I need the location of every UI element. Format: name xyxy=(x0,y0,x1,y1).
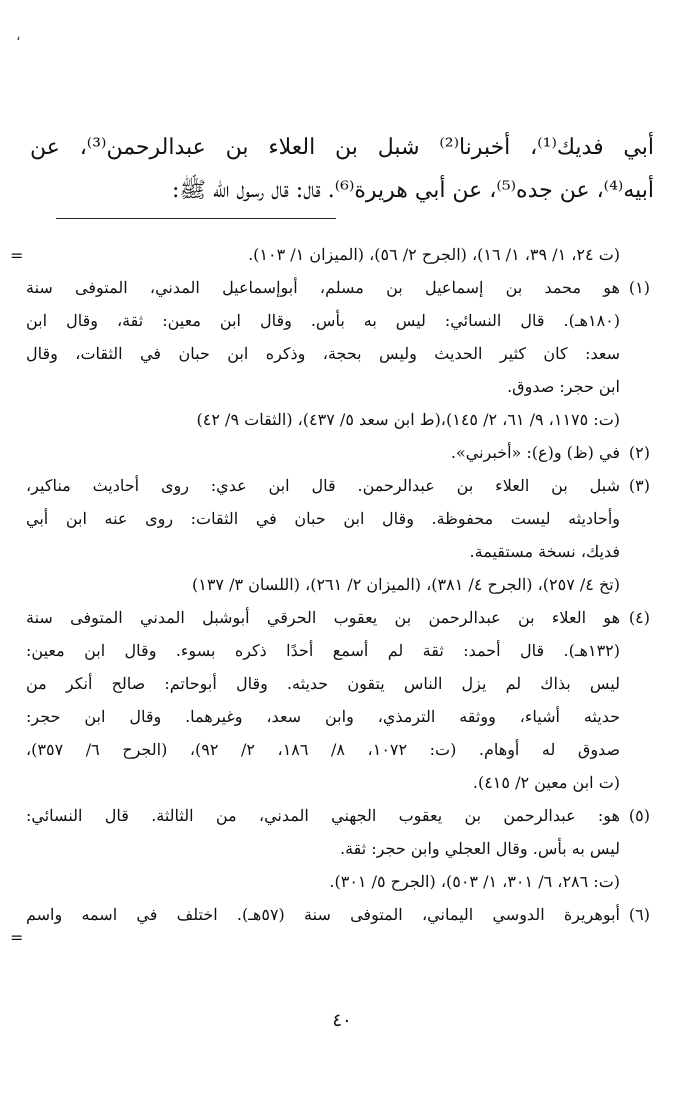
footnote-line: فديك، نسخة مستقيمة. xyxy=(469,542,620,561)
margin-mark: ، xyxy=(16,28,21,44)
footnote-continued xyxy=(26,238,650,271)
footnote-line: (١٨٠هـ). قال النسائي: ليس به بأس. وقال ابن معين: ثقة، وقال ابن xyxy=(26,311,620,330)
footnote-separator xyxy=(56,218,336,219)
footnote-4 xyxy=(26,601,650,799)
footnote-line: (تخ ٤/ ٢٥٧)، (الجرح ٤/ ٣٨١)، (الميزان ٢/ ٢٦١)، (اللسان ٣/ ١٣٧) xyxy=(191,575,620,594)
footnote-line: (١٣٢هـ). قال أحمد: ثقة لم أسمع أحدًا ذكره بسوء. وقال ابن معين: xyxy=(26,641,620,660)
footnote-line: (ت ٢٤، ١/ ٣٩، ١/ ١٦)، (الجرح ٢/ ٥٦)، (الميزان ١/ ١٠٣). xyxy=(248,245,620,264)
footnote-number: (٢) xyxy=(628,443,650,462)
footnotes xyxy=(26,238,650,931)
footnote-line: هو العلاء بن عبدالرحمن بن يعقوب الحرقي أبوشبل المدني المتوفى سنة xyxy=(26,608,620,627)
footnote-number: (٣) xyxy=(628,476,650,495)
footnote-line: حديثه أشياء، ووثقه الترمذي، وابن سعد، وغيرهما. وقال ابن حجر: xyxy=(26,707,620,726)
page-number: ٤٠ xyxy=(332,1010,352,1031)
footnote-line: ليس به بأس. وقال العجلي وابن حجر: ثقة. xyxy=(339,839,620,858)
continuation-mark: = xyxy=(10,928,24,947)
footnote-line: صدوق له أوهام. (ت: ١٠٧٢، ٨/ ١٨٦، ٢/ ٩٢)، (الجرح ٦/ ٣٥٧)، xyxy=(26,740,620,759)
footnote-line: شبل بن العلاء بن عبدالرحمن. قال ابن عدي: روى أحاديث مناكير، xyxy=(26,476,620,495)
footnote-line: (ت: ٢٨٦، ٦/ ٣٠١، ١/ ٥٠٣)، (الجرح ٥/ ٣٠١). xyxy=(329,872,620,891)
footnote-number: (٦) xyxy=(628,905,650,924)
footnote-line: (ت ابن معين ٢/ ٤١٥). xyxy=(472,773,620,792)
footnote-6 xyxy=(26,898,650,931)
main-text xyxy=(30,126,654,212)
footnote-line: وأحاديثه ليست محفوظة. وقال ابن حبان في الثقات: روى عنه ابن أبي xyxy=(26,509,620,528)
footnote-line: (ت: ١١٧٥، ٩/ ٦١، ٢/ ١٤٥)،(ط ابن سعد ٥/ ٤٣٧)، (الثقات ٩/ ٤٢) xyxy=(196,410,620,429)
footnote-line: سعد: كان كثير الحديث وليس بحجة، وذكره ابن حبان في الثقات، وقال xyxy=(26,344,620,363)
footnote-number: (١) xyxy=(628,278,650,297)
main-text-line: أبي فديك⁽¹⁾، أخبرنا⁽²⁾ شبل بن العلاء بن عبدالرحمن⁽³⁾، عن xyxy=(30,135,654,160)
footnote-number: (٥) xyxy=(628,806,650,825)
footnote-2 xyxy=(26,436,650,469)
footnote-line: هو محمد بن إسماعيل بن مسلم، أبوإسماعيل المدني، المتوفى سنة xyxy=(26,278,620,297)
footnote-3 xyxy=(26,469,650,601)
continuation-mark: = xyxy=(10,246,24,265)
footnote-1 xyxy=(26,271,650,436)
footnote-5 xyxy=(26,799,650,898)
footnote-line: ابن حجر: صدوق. xyxy=(507,377,620,396)
main-text-line: أبيه⁽⁴⁾، عن جده⁽⁵⁾، عن أبي هريرة⁽⁶⁾. قال: قال رسول الله ﷺ: xyxy=(172,178,654,203)
footnote-line: أبوهريرة الدوسي اليماني، المتوفى سنة (٥٧هـ). اختلف في اسمه واسم xyxy=(26,905,620,924)
footnote-line: ليس بذاك لم يزل الناس يتقون حديثه. وقال أبوحاتم: صالح أنكر من xyxy=(26,674,620,693)
footnote-number: (٤) xyxy=(628,608,650,627)
footnote-line: هو: عبدالرحمن بن يعقوب الجهني المدني، من الثالثة. قال النسائي: xyxy=(26,806,620,825)
footnote-line: في (ظ) و(ع): «أخبرني». xyxy=(450,443,620,462)
